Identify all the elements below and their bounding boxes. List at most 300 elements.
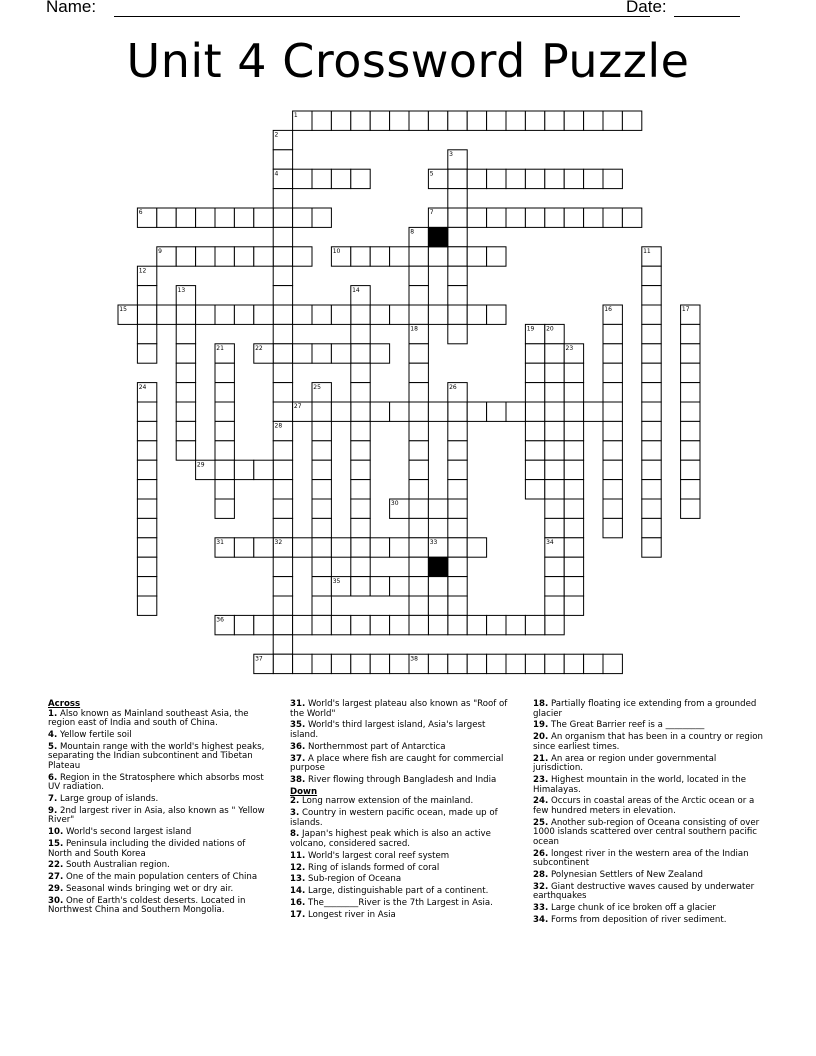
grid-cell[interactable] [603,324,622,343]
grid-cell[interactable] [428,305,447,324]
grid-cell[interactable] [681,441,700,460]
grid-cell[interactable] [409,305,428,324]
grid-cell[interactable] [487,402,506,421]
grid-cell[interactable] [448,189,467,208]
grid-cell[interactable] [467,208,486,227]
grid-cell[interactable] [681,499,700,518]
grid-cell[interactable] [254,538,273,557]
grid-cell[interactable] [545,169,564,188]
grid-cell[interactable] [331,111,350,130]
grid-cell[interactable] [545,557,564,576]
grid-cell[interactable] [273,363,292,382]
grid-cell[interactable] [176,247,195,266]
grid-cell[interactable] [564,460,583,479]
grid-cell[interactable] [564,402,583,421]
grid-cell[interactable] [273,635,292,654]
grid-cell[interactable] [293,615,312,634]
grid-cell[interactable] [409,344,428,363]
grid-cell[interactable] [273,305,292,324]
grid-cell[interactable] [215,305,234,324]
grid-cell[interactable] [642,344,661,363]
grid-cell[interactable] [564,169,583,188]
grid-cell[interactable] [448,460,467,479]
grid-cell[interactable] [390,247,409,266]
grid-cell[interactable] [176,441,195,460]
grid-cell[interactable] [428,247,447,266]
grid-cell[interactable] [312,402,331,421]
grid-cell[interactable] [234,538,253,557]
grid-cell[interactable] [390,538,409,557]
grid-cell[interactable] [137,499,156,518]
grid-cell[interactable] [603,169,622,188]
grid-cell[interactable] [312,577,331,596]
grid-cell[interactable] [312,557,331,576]
grid-cell[interactable] [409,480,428,499]
grid-cell[interactable] [545,480,564,499]
grid-cell[interactable] [234,615,253,634]
grid-cell[interactable] [525,344,544,363]
grid-cell[interactable] [176,324,195,343]
grid-cell[interactable] [681,480,700,499]
grid-cell[interactable] [312,305,331,324]
grid-cell[interactable] [428,402,447,421]
grid-cell[interactable] [487,111,506,130]
grid-cell[interactable] [487,305,506,324]
grid-cell[interactable] [331,305,350,324]
grid-cell[interactable] [448,499,467,518]
grid-cell[interactable] [293,654,312,673]
grid-cell[interactable] [428,499,447,518]
grid-cell[interactable] [370,538,389,557]
grid-cell[interactable] [603,344,622,363]
grid-cell[interactable] [196,247,215,266]
grid-cell[interactable] [564,421,583,440]
grid-cell[interactable] [312,480,331,499]
grid-cell[interactable] [273,596,292,615]
grid-cell[interactable] [448,266,467,285]
grid-cell[interactable] [351,480,370,499]
grid-cell[interactable] [448,518,467,537]
grid-cell[interactable] [331,654,350,673]
grid-cell[interactable] [642,324,661,343]
grid-cell[interactable] [390,654,409,673]
grid-cell[interactable] [409,266,428,285]
grid-cell[interactable] [137,286,156,305]
grid-cell[interactable] [506,208,525,227]
grid-cell[interactable] [273,577,292,596]
grid-cell[interactable] [642,286,661,305]
grid-cell[interactable] [448,421,467,440]
grid-cell[interactable] [545,111,564,130]
grid-cell[interactable] [525,169,544,188]
grid-cell[interactable] [370,111,389,130]
grid-cell[interactable] [681,421,700,440]
grid-cell[interactable] [293,538,312,557]
grid-cell[interactable] [545,363,564,382]
grid-cell[interactable] [234,247,253,266]
grid-cell[interactable] [448,227,467,246]
grid-cell[interactable] [603,518,622,537]
grid-cell[interactable] [215,402,234,421]
grid-cell[interactable] [642,363,661,382]
grid-cell[interactable] [390,402,409,421]
grid-cell[interactable] [390,615,409,634]
grid-cell[interactable] [564,480,583,499]
grid-cell[interactable] [603,421,622,440]
grid-cell[interactable] [506,402,525,421]
grid-cell[interactable] [603,499,622,518]
grid-cell[interactable] [176,402,195,421]
grid-cell[interactable] [409,615,428,634]
grid-cell[interactable] [273,286,292,305]
grid-cell[interactable] [351,305,370,324]
grid-cell[interactable] [351,363,370,382]
grid-cell[interactable] [487,615,506,634]
grid-cell[interactable] [487,169,506,188]
grid-cell[interactable] [448,208,467,227]
grid-cell[interactable] [351,615,370,634]
grid-cell[interactable] [681,460,700,479]
grid-cell[interactable] [642,421,661,440]
grid-cell[interactable] [293,344,312,363]
grid-cell[interactable] [137,305,156,324]
grid-cell[interactable] [487,247,506,266]
grid-cell[interactable] [370,577,389,596]
grid-cell[interactable] [196,305,215,324]
grid-cell[interactable] [525,441,544,460]
grid-cell[interactable] [293,169,312,188]
grid-cell[interactable] [448,538,467,557]
grid-cell[interactable] [545,460,564,479]
grid-cell[interactable] [293,305,312,324]
grid-cell[interactable] [293,247,312,266]
grid-cell[interactable] [137,577,156,596]
grid-cell[interactable] [409,596,428,615]
grid-cell[interactable] [564,208,583,227]
grid-cell[interactable] [409,577,428,596]
grid-cell[interactable] [351,383,370,402]
grid-cell[interactable] [331,538,350,557]
grid-cell[interactable] [564,654,583,673]
grid-cell[interactable] [312,615,331,634]
grid-cell[interactable] [545,441,564,460]
grid-cell[interactable] [409,460,428,479]
grid-cell[interactable] [545,596,564,615]
grid-cell[interactable] [137,324,156,343]
grid-cell[interactable] [642,480,661,499]
grid-cell[interactable] [448,596,467,615]
grid-cell[interactable] [642,518,661,537]
grid-cell[interactable] [351,441,370,460]
grid-cell[interactable] [467,402,486,421]
grid-cell[interactable] [351,169,370,188]
grid-cell[interactable] [428,615,447,634]
grid-cell[interactable] [467,305,486,324]
grid-cell[interactable] [215,480,234,499]
grid-cell[interactable] [234,460,253,479]
grid-cell[interactable] [351,402,370,421]
grid-cell[interactable] [137,538,156,557]
grid-cell[interactable] [642,383,661,402]
grid-cell[interactable] [409,557,428,576]
grid-cell[interactable] [351,577,370,596]
grid-cell[interactable] [390,577,409,596]
grid-cell[interactable] [681,344,700,363]
grid-cell[interactable] [176,363,195,382]
grid-cell[interactable] [448,286,467,305]
grid-cell[interactable] [564,383,583,402]
grid-cell[interactable] [370,654,389,673]
grid-cell[interactable] [312,596,331,615]
grid-cell[interactable] [564,577,583,596]
grid-cell[interactable] [467,654,486,673]
grid-cell[interactable] [312,518,331,537]
grid-cell[interactable] [215,363,234,382]
grid-cell[interactable] [409,247,428,266]
grid-cell[interactable] [273,480,292,499]
grid-cell[interactable] [506,654,525,673]
grid-cell[interactable] [545,518,564,537]
grid-cell[interactable] [448,324,467,343]
grid-cell[interactable] [409,421,428,440]
grid-cell[interactable] [370,344,389,363]
grid-cell[interactable] [137,421,156,440]
grid-cell[interactable] [370,305,389,324]
grid-cell[interactable] [273,344,292,363]
grid-cell[interactable] [506,111,525,130]
grid-cell[interactable] [448,577,467,596]
grid-cell[interactable] [234,208,253,227]
grid-cell[interactable] [312,441,331,460]
grid-cell[interactable] [584,111,603,130]
grid-cell[interactable] [525,383,544,402]
grid-cell[interactable] [273,499,292,518]
grid-cell[interactable] [584,402,603,421]
grid-cell[interactable] [467,538,486,557]
grid-cell[interactable] [351,538,370,557]
grid-cell[interactable] [215,460,234,479]
grid-cell[interactable] [312,538,331,557]
grid-cell[interactable] [525,111,544,130]
grid-cell[interactable] [137,557,156,576]
grid-cell[interactable] [312,111,331,130]
grid-cell[interactable] [584,208,603,227]
grid-cell[interactable] [448,557,467,576]
grid-cell[interactable] [642,441,661,460]
grid-cell[interactable] [564,499,583,518]
grid-cell[interactable] [273,150,292,169]
grid-cell[interactable] [603,208,622,227]
grid-cell[interactable] [331,402,350,421]
grid-cell[interactable] [215,441,234,460]
grid-cell[interactable] [137,480,156,499]
grid-cell[interactable] [642,305,661,324]
grid-cell[interactable] [176,344,195,363]
grid-cell[interactable] [137,344,156,363]
grid-cell[interactable] [545,208,564,227]
grid-cell[interactable] [157,208,176,227]
grid-cell[interactable] [525,421,544,440]
grid-cell[interactable] [312,499,331,518]
grid-cell[interactable] [603,383,622,402]
grid-cell[interactable] [409,286,428,305]
grid-cell[interactable] [273,324,292,343]
grid-cell[interactable] [409,363,428,382]
grid-cell[interactable] [409,111,428,130]
grid-cell[interactable] [312,169,331,188]
grid-cell[interactable] [351,344,370,363]
grid-cell[interactable] [409,499,428,518]
grid-cell[interactable] [409,538,428,557]
grid-cell[interactable] [234,305,253,324]
grid-cell[interactable] [137,518,156,537]
grid-cell[interactable] [215,499,234,518]
grid-cell[interactable] [215,208,234,227]
grid-cell[interactable] [215,383,234,402]
grid-cell[interactable] [564,557,583,576]
grid-cell[interactable] [467,111,486,130]
grid-cell[interactable] [293,208,312,227]
grid-cell[interactable] [137,441,156,460]
grid-cell[interactable] [370,247,389,266]
grid-cell[interactable] [351,421,370,440]
grid-cell[interactable] [312,344,331,363]
grid-cell[interactable] [564,596,583,615]
grid-cell[interactable] [448,441,467,460]
grid-cell[interactable] [603,402,622,421]
grid-cell[interactable] [525,363,544,382]
grid-cell[interactable] [448,402,467,421]
grid-cell[interactable] [331,615,350,634]
grid-cell[interactable] [273,227,292,246]
grid-cell[interactable] [603,460,622,479]
grid-cell[interactable] [176,421,195,440]
grid-cell[interactable] [351,499,370,518]
grid-cell[interactable] [254,615,273,634]
grid-cell[interactable] [603,441,622,460]
grid-cell[interactable] [448,654,467,673]
grid-cell[interactable] [428,111,447,130]
grid-cell[interactable] [681,402,700,421]
grid-cell[interactable] [603,654,622,673]
grid-cell[interactable] [622,208,641,227]
grid-cell[interactable] [273,460,292,479]
grid-cell[interactable] [525,460,544,479]
grid-cell[interactable] [467,615,486,634]
grid-cell[interactable] [273,557,292,576]
grid-cell[interactable] [351,518,370,537]
grid-cell[interactable] [409,441,428,460]
grid-cell[interactable] [428,596,447,615]
grid-cell[interactable] [564,111,583,130]
grid-cell[interactable] [331,169,350,188]
grid-cell[interactable] [312,421,331,440]
grid-cell[interactable] [273,383,292,402]
grid-cell[interactable] [603,363,622,382]
grid-cell[interactable] [331,344,350,363]
grid-cell[interactable] [487,208,506,227]
grid-cell[interactable] [584,654,603,673]
grid-cell[interactable] [273,518,292,537]
grid-cell[interactable] [137,460,156,479]
grid-cell[interactable] [603,480,622,499]
grid-cell[interactable] [642,460,661,479]
grid-cell[interactable] [603,111,622,130]
grid-cell[interactable] [448,111,467,130]
grid-cell[interactable] [622,111,641,130]
grid-cell[interactable] [545,344,564,363]
grid-cell[interactable] [448,169,467,188]
grid-cell[interactable] [448,615,467,634]
grid-cell[interactable] [545,654,564,673]
grid-cell[interactable] [390,305,409,324]
grid-cell[interactable] [273,247,292,266]
grid-cell[interactable] [428,577,447,596]
grid-cell[interactable] [215,247,234,266]
grid-cell[interactable] [642,538,661,557]
grid-cell[interactable] [351,324,370,343]
grid-cell[interactable] [525,615,544,634]
grid-cell[interactable] [215,421,234,440]
grid-cell[interactable] [273,266,292,285]
grid-cell[interactable] [409,518,428,537]
grid-cell[interactable] [390,111,409,130]
grid-cell[interactable] [196,208,215,227]
grid-cell[interactable] [273,208,292,227]
grid-cell[interactable] [409,383,428,402]
grid-cell[interactable] [176,208,195,227]
grid-cell[interactable] [137,402,156,421]
grid-cell[interactable] [545,615,564,634]
grid-cell[interactable] [312,654,331,673]
grid-cell[interactable] [506,169,525,188]
grid-cell[interactable] [525,654,544,673]
grid-cell[interactable] [545,577,564,596]
grid-cell[interactable] [176,383,195,402]
grid-cell[interactable] [176,305,195,324]
grid-cell[interactable] [487,654,506,673]
grid-cell[interactable] [351,111,370,130]
grid-cell[interactable] [642,266,661,285]
grid-cell[interactable] [467,169,486,188]
grid-cell[interactable] [525,402,544,421]
grid-cell[interactable] [525,480,544,499]
grid-cell[interactable] [642,402,661,421]
grid-cell[interactable] [409,402,428,421]
grid-cell[interactable] [564,518,583,537]
grid-cell[interactable] [370,615,389,634]
grid-cell[interactable] [506,615,525,634]
grid-cell[interactable] [545,421,564,440]
grid-cell[interactable] [351,247,370,266]
grid-cell[interactable] [681,383,700,402]
grid-cell[interactable] [312,460,331,479]
grid-cell[interactable] [545,499,564,518]
grid-cell[interactable] [642,499,661,518]
grid-cell[interactable] [273,441,292,460]
grid-cell[interactable] [370,402,389,421]
grid-cell[interactable] [584,169,603,188]
grid-cell[interactable] [564,441,583,460]
grid-cell[interactable] [564,363,583,382]
grid-cell[interactable] [254,208,273,227]
grid-cell[interactable] [467,247,486,266]
grid-cell[interactable] [273,402,292,421]
grid-cell[interactable] [448,480,467,499]
grid-cell[interactable] [545,402,564,421]
grid-cell[interactable] [545,383,564,402]
grid-cell[interactable] [681,363,700,382]
